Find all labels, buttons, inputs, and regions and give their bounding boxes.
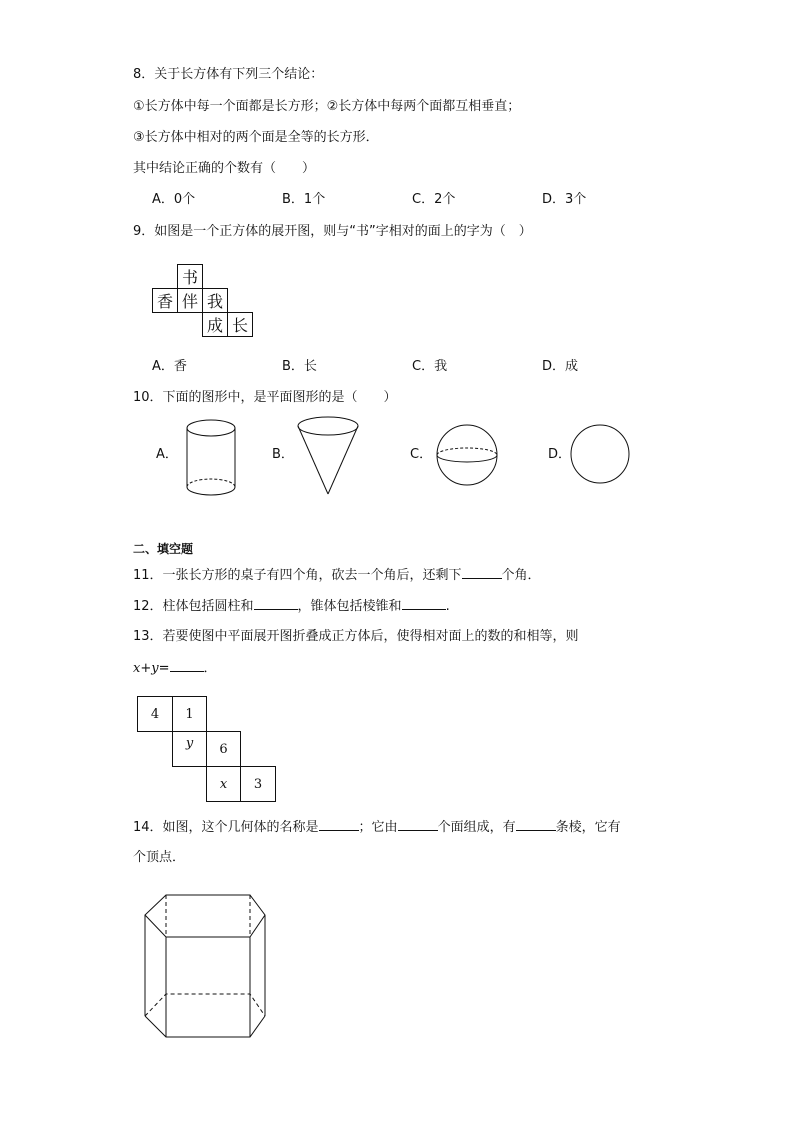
num-cell-y: y xyxy=(172,731,207,767)
q8-option-a[interactable]: A．0个 xyxy=(152,192,196,207)
q11-text xyxy=(133,566,541,585)
q13-expression xyxy=(133,659,217,678)
num-cell-4: 4 xyxy=(137,696,173,732)
q9-option-d[interactable]: D．成 xyxy=(542,359,579,374)
q9-option-c[interactable]: C．我 xyxy=(412,359,448,374)
q14-part4: 条棱，它有 xyxy=(555,820,621,835)
q12-blank-1[interactable] xyxy=(254,597,298,610)
q9-stem: 9．如图是一个正方体的展开图，则与“书”字相对的面上的字为（ ） xyxy=(133,224,532,239)
net-cell-cheng: 成 xyxy=(202,312,228,337)
num-cell-6: 6 xyxy=(206,731,241,767)
q8-question: 其中结论正确的个数有（ ） xyxy=(133,161,316,176)
q13-y: y xyxy=(151,661,159,676)
net-cell-wo: 我 xyxy=(202,288,228,313)
q8-option-c[interactable]: C．2个 xyxy=(412,192,456,207)
q9-options xyxy=(152,358,672,376)
q12-part3: . xyxy=(445,599,450,614)
q14-blank-edges[interactable] xyxy=(516,818,556,831)
q12-part2: ，锥体包括棱锥和 xyxy=(297,599,402,614)
q13-stem: 13．若要使图中平面展开图折叠成正方体后，使得相对面上的数的和相等，则 xyxy=(133,629,579,644)
cylinder-figure xyxy=(180,418,246,500)
hexagonal-prism-figure xyxy=(140,890,266,1040)
q13-equals: = xyxy=(158,661,170,676)
circle-figure xyxy=(570,423,632,485)
net-cell-xiang: 香 xyxy=(152,288,178,313)
q8-options xyxy=(152,191,672,209)
q13-answer-blank[interactable] xyxy=(170,659,204,672)
num-cell-1: 1 xyxy=(172,696,207,732)
q14-part2: ；它由 xyxy=(358,820,398,835)
number-net-figure xyxy=(137,696,277,802)
q13-end: ． xyxy=(203,661,217,676)
q8-option-b[interactable]: B．1个 xyxy=(282,192,326,207)
q8-stem: 8．关于长方体有下列三个结论： xyxy=(133,67,324,82)
q12-blank-2[interactable] xyxy=(402,597,446,610)
q10-label-a[interactable]: A． xyxy=(156,447,178,462)
q9-option-a[interactable]: A．香 xyxy=(152,359,187,374)
q9-option-b[interactable]: B．长 xyxy=(282,359,317,374)
net-cell-zhang: 长 xyxy=(227,312,253,337)
q8-statement-3: ③长方体中相对的两个面是全等的长方形． xyxy=(133,130,379,145)
q10-label-c[interactable]: C． xyxy=(410,447,433,462)
q14-blank-faces[interactable] xyxy=(398,818,438,831)
q10-label-d[interactable]: D． xyxy=(548,447,572,462)
q11-before: 11．一张长方形的桌子有四个角，砍去一个角后，还剩下 xyxy=(133,568,462,583)
q10-label-b[interactable]: B． xyxy=(272,447,294,462)
net-cell-ban: 伴 xyxy=(177,288,203,313)
q8-option-d[interactable]: D．3个 xyxy=(542,192,587,207)
q12-part1: 12．柱体包括圆柱和 xyxy=(133,599,254,614)
num-cell-3: 3 xyxy=(240,766,276,802)
cone-figure xyxy=(294,416,366,498)
q12-text xyxy=(133,597,450,616)
q8-statement-1-2: ①长方体中每一个面都是长方形；②长方体中每两个面都互相垂直； xyxy=(133,99,521,114)
net-cell-shu: 书 xyxy=(177,264,203,289)
section-title: 二、填空题 xyxy=(133,542,194,556)
num-cell-x: x xyxy=(206,766,241,802)
q11-answer-blank[interactable] xyxy=(462,566,502,579)
q13-plus: + xyxy=(140,661,152,676)
q14-part3: 个面组成，有 xyxy=(437,820,516,835)
sphere-figure xyxy=(434,422,500,488)
q14-line1 xyxy=(133,818,621,837)
q13-x: x xyxy=(133,661,141,676)
q14-part1: 14．如图，这个几何体的名称是 xyxy=(133,820,319,835)
q11-after: 个角． xyxy=(501,568,541,583)
q14-line2: 个顶点． xyxy=(133,850,186,865)
cube-net-figure xyxy=(152,264,252,338)
q14-blank-name[interactable] xyxy=(319,818,359,831)
q10-stem: 10．下面的图形中，是平面图形的是（ ） xyxy=(133,390,397,405)
